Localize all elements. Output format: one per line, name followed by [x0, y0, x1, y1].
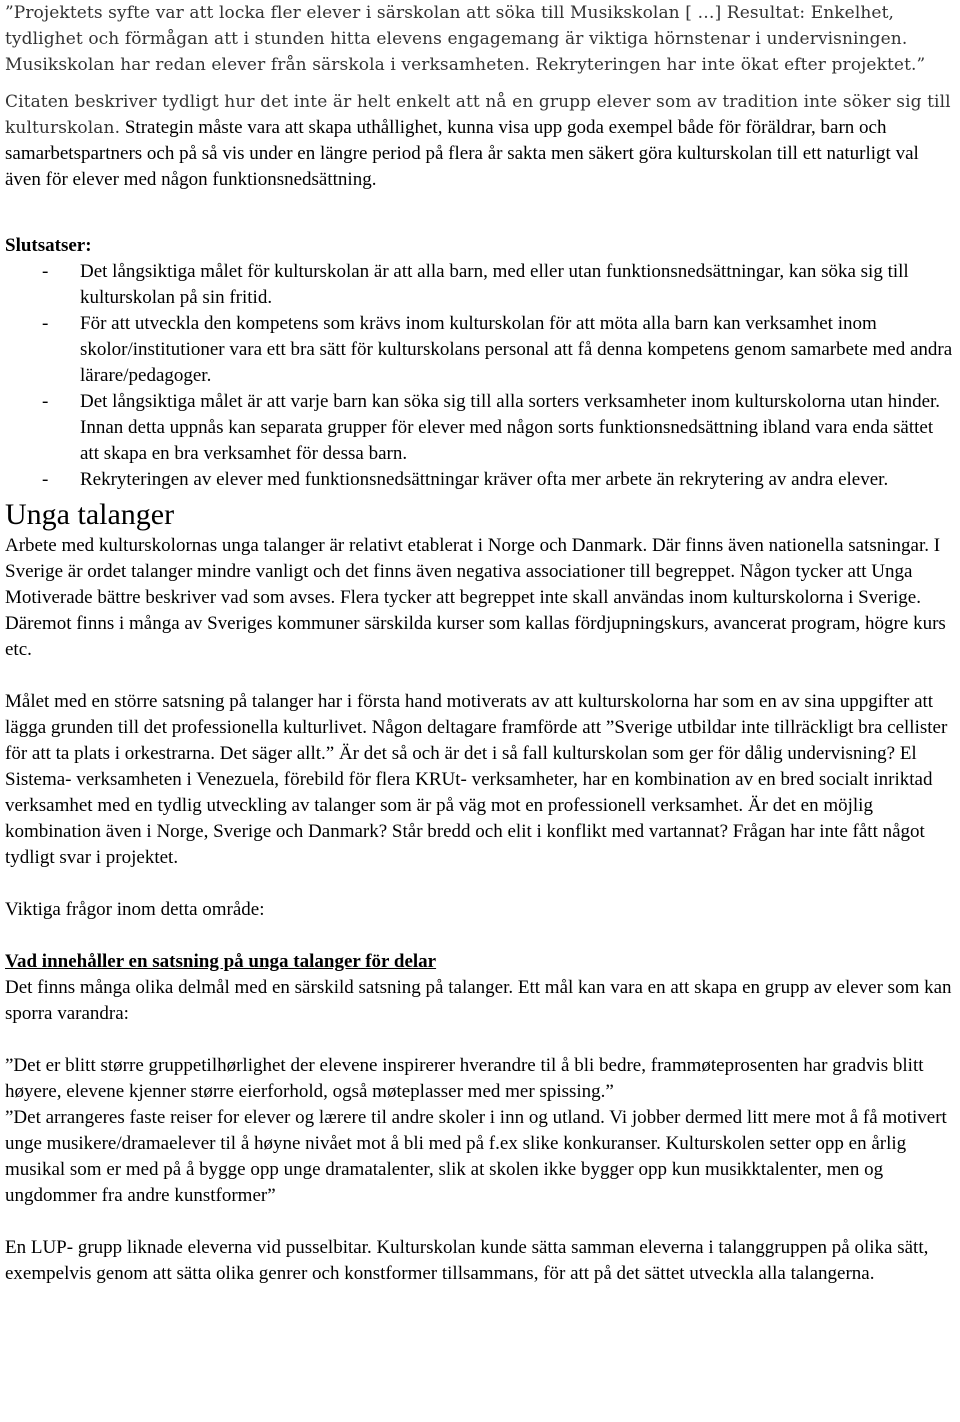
list-item [5, 311, 956, 389]
list-item-text: Det långsiktiga målet för kulturskolan är att alla barn, med eller utan funktionsnedsättningar, kan söka sig till kulturskolan på sin fritid. [80, 261, 909, 308]
spacer [5, 663, 956, 689]
spacer [5, 1209, 956, 1235]
list-item-text: Rekryteringen av elever med funktionsnedsättningar kräver ofta mer arbete än rekrytering av andra elever. [80, 469, 889, 490]
spacer [5, 1027, 956, 1053]
intro-quote: ”Projektets syfte var att locka fler elever i särskolan att söka till Musikskolan [ …] Resultat: Enkelhet, tydlighet och förmågan att i stunden hitta elevens engagemang är viktiga hörnstenar i undervisningen. Musikskolan har redan elever från särskola i verksamheten. Rekryteringen har inte ökat efter projektet.” [5, 3, 926, 75]
list-item-text: För att utveckla den kompetens som krävs inom kulturskolan för att möta alla barn kan verksamhet inom skolor/institutioner vara ett bra sätt för kulturskolans personal att få denna kompetens genom samarbete med andra lärare/pedagoger. [80, 313, 953, 386]
block-quote: ”Det arrangeres faste reiser for elever og lærere til andre skoler i inn og utland. Vi jobber dermed litt mere mot å få motivert unge musikere/dramaelever til å høyne nivået mot å bli med på f.ex slike konkuranser. Kulturskolen setter opp en årlig musikal som er med på å bygge opp unge dramatalenter, slik at skolen ikke bygger opp kun musikktalenter, men og ungdommer fra andre kunstformer” [5, 1107, 947, 1206]
list-item [5, 259, 956, 311]
section-paragraph: Arbete med kulturskolornas unga talanger är relativt etablerat i Norge och Danmark. Där finns även nationella satsningar. I Sverige är ordet talanger mindre vanligt och det finns även negativa associationer till begreppet. Någon tycker att Unga Motiverade bättre beskriver vad som avses. Flera tycker att begreppet inte skall användas inom kulturskolorna i Sverige. Däremot finns i många av Sveriges kommuner särskilda kurser som kallas fördjupningskurs, avancerat program, högre kurs etc. [5, 535, 946, 660]
list-item [5, 467, 956, 493]
dash-bullet: - [42, 391, 49, 412]
dash-bullet: - [42, 469, 49, 490]
section-title: Unga talanger [5, 498, 175, 531]
list-item [5, 389, 956, 467]
intro-paragraph [5, 89, 956, 193]
block-quote: ”Det er blitt større gruppetilhørlighet der elevene inspirerer hverandre til å bli bedre, frammøteprosenten har gradvis blitt høyere, elevene kjenner større eierforhold, også møteplasser med mer spissing.” [5, 1055, 924, 1102]
section-paragraph: Målet med en större satsning på talanger har i första hand motiverats av att kulturskolorna har som en av sina uppgifter att lägga grunden till det professionella kulturlivet. Någon deltagare framförde att ”Sverige utbildar inte tillräckligt bra cellister för att ta plats i orkestrarna. Det säger allt.” Är det så och är det i så fall kulturskolan som ger för dålig undervisning? El Sistema- verksamheten i Venezuela, förebild för flera KRUt- verksamheter, har en kombination av en bred socialt inriktad verksamhet med en tydlig utveckling av talanger som är på väg mot en professionell verksamhet. Är det en möjlig kombination även i Norge, Sverige och Danmark? Står bredd och elit i konflikt med vartannat? Frågan har inte fått något tydligt svar i projektet. [5, 691, 948, 868]
intro-paragraph-quoted-part: Citaten beskriver tydligt hur det inte är helt enkelt att nå en grupp elever som av tradition inte söker sig till kulturskolan. [5, 92, 951, 138]
spacer [5, 923, 956, 949]
spacer [5, 78, 956, 89]
conclusions-heading: Slutsatser: [5, 235, 92, 256]
section-paragraph: Viktiga frågor inom detta område: [5, 899, 265, 920]
spacer [5, 871, 956, 897]
list-item-text: Det långsiktiga målet är att varje barn kan söka sig till alla sorters verksamheter inom kulturskolorna utan hinder. Innan detta uppnås kan separata grupper för elever med någon sorts funktionsnedsättning ibland vara enda sättet att skapa en bra verksamhet för dessa barn. [80, 391, 941, 464]
section-paragraph: Det finns många olika delmål med en särskild satsning på talanger. Ett mål kan vara en att skapa en grupp av elever som kan sporra varandra: [5, 977, 952, 1024]
dash-bullet: - [42, 313, 49, 334]
section-paragraph: En LUP- grupp liknade eleverna vid pusselbitar. Kulturskolan kunde sätta samman eleverna i talanggruppen på olika sätt, exempelvis genom att sätta olika genrer och konstformer tillsammans, för att på det sättet utveckla alla talangerna. [5, 1237, 929, 1284]
conclusions-list [5, 259, 956, 493]
dash-bullet: - [42, 261, 49, 282]
spacer [5, 193, 956, 233]
intro-paragraph-rest: Strategin måste vara att skapa uthållighet, kunna visa upp goda exempel både för föräldrar, barn och samarbetspartners och på så vis under en längre period på flera år sakta men säkert göra kulturskolan till ett naturligt val även för elever med någon funktionsnedsättning. [5, 117, 919, 190]
subheading: Vad innehåller en satsning på unga talanger för delar [5, 951, 437, 972]
